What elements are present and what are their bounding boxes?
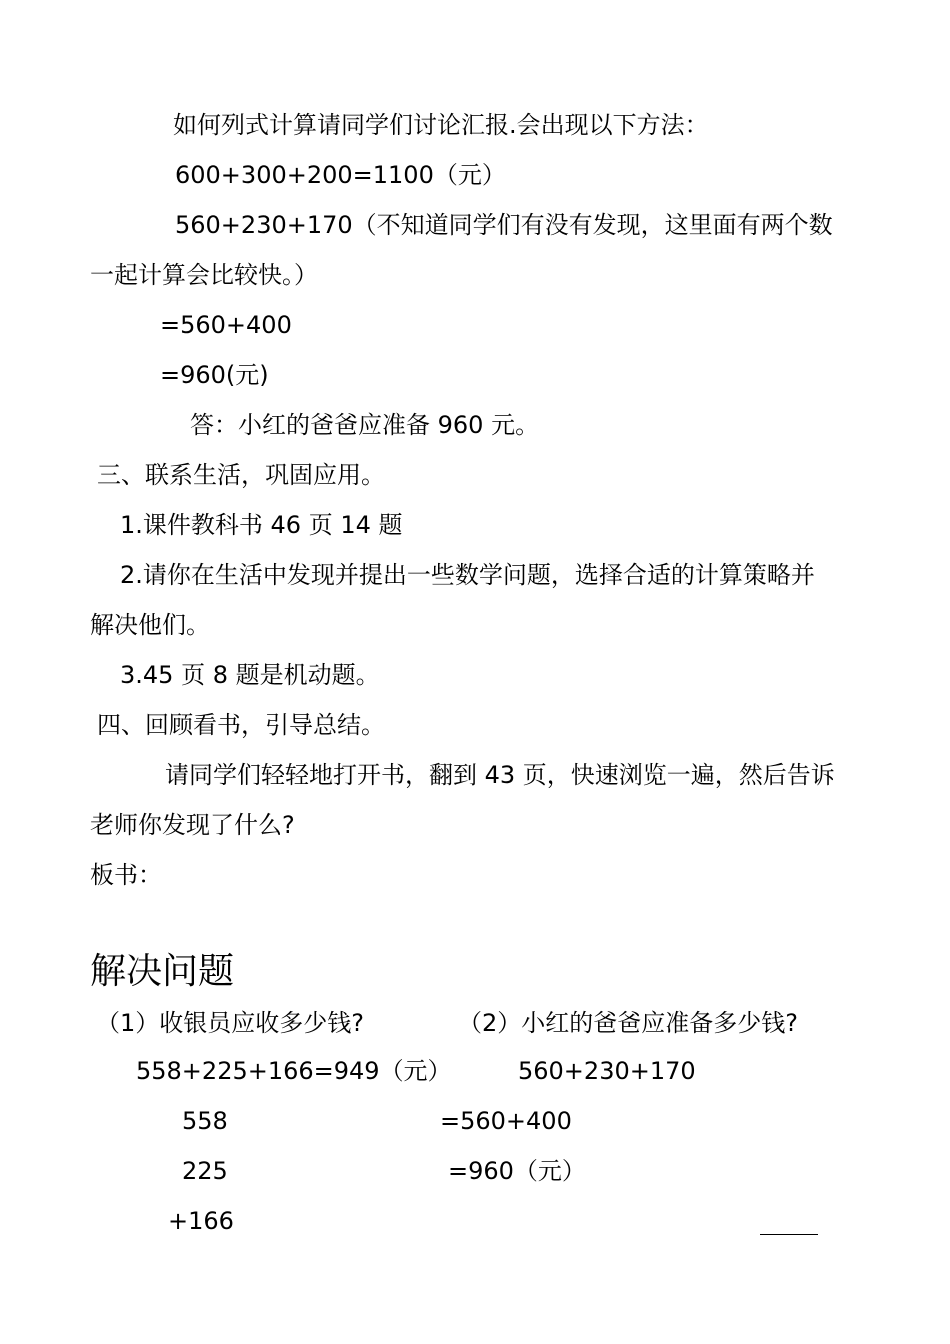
section-three-item-one: 1.课件教科书 46 页 14 题 — [120, 511, 403, 539]
section-three-item-two-cont: 解决他们。 — [90, 611, 210, 639]
section-four-text: 请同学们轻轻地打开书，翻到 43 页，快速浏览一遍，然后告诉 — [165, 761, 835, 789]
method-two-equation: 560+230+170（不知道同学们有没有发现，这里面有两个数 — [175, 211, 833, 239]
intro-text: 如何列式计算请同学们讨论汇报.会出现以下方法： — [173, 111, 709, 139]
method-two-step-one: =560+400 — [160, 311, 292, 339]
board-title: 解决问题 — [90, 951, 235, 992]
board-q2-step-one: =560+400 — [440, 1107, 572, 1135]
board-question-two: （2）小红的爸爸应准备多少钱? — [458, 1009, 799, 1037]
board-label: 板书： — [90, 861, 162, 889]
board-q1-addend-one: 558 — [182, 1107, 228, 1135]
method-two-step-two: =960(元) — [160, 361, 269, 389]
section-three-title: 三、联系生活，巩固应用。 — [97, 461, 385, 489]
board-q1-equation: 558+225+166=949（元） — [136, 1057, 452, 1085]
section-four-title: 四、回顾看书，引导总结。 — [97, 711, 385, 739]
section-four-text-cont: 老师你发现了什么? — [90, 811, 295, 839]
board-q2-step-two: =960（元） — [448, 1157, 586, 1185]
board-question-one: （1）收银员应收多少钱? — [96, 1009, 365, 1037]
board-q1-addend-two: 225 — [182, 1157, 228, 1185]
section-three-item-three: 3.45 页 8 题是机动题。 — [120, 661, 380, 689]
board-q1-addend-three: +166 — [168, 1207, 234, 1235]
method-one-equation: 600+300+200=1100（元） — [175, 161, 506, 189]
answer-text: 答：小红的爸爸应准备 960 元。 — [190, 411, 540, 439]
method-two-note: 一起计算会比较快。） — [90, 261, 318, 289]
underline-rule — [760, 1234, 818, 1235]
board-q2-equation: 560+230+170 — [518, 1057, 696, 1085]
section-three-item-two: 2.请你在生活中发现并提出一些数学问题，选择合适的计算策略并 — [120, 561, 815, 589]
